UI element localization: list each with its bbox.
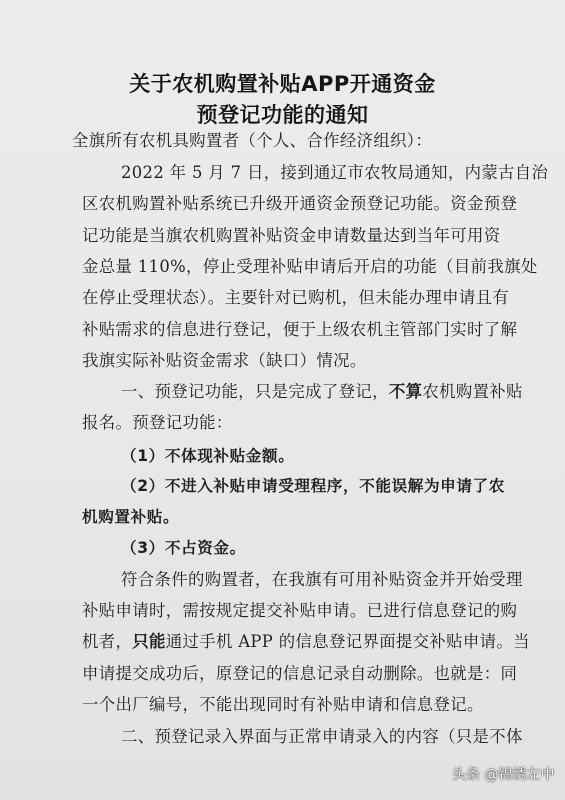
paragraph-2-text-b: 通过手机 APP 的信息登记界面提交补贴申请。当 [165,632,530,651]
section-1-line-1 [121,382,523,402]
watermark: 头条 @锦绣左中 [452,767,555,783]
item-2-line-2: 机购置补贴。 [82,508,180,526]
paragraph-1-line-4: 金总量 110%，停止受理补贴申请后开启的功能（目前我旗处 [82,257,538,276]
document-title-line-1: 关于农机购置补贴APP开通资金 [129,72,436,96]
paragraph-1-line-7: 我旗实际补贴资金需求（缺口）情况。 [82,351,367,370]
item-2-line-1: （2）不进入补贴申请受理程序，不能误解为申请了农 [121,477,505,495]
paragraph-2-line-3 [82,632,530,652]
paragraph-2-line-2: 补贴申请时，需按规定提交补贴申请。已进行信息登记的购 [82,601,518,620]
paragraph-2-line-1: 符合条件的购置者，在我旗有可用补贴资金并开始受理 [121,570,523,589]
section-2-line-1: 二、预登记录入界面与正常申请录入的内容（只是不体 [121,727,523,746]
section-1-bold-text: 不算 [388,382,423,401]
paragraph-1-line-5: 在停止受理状态）。主要针对已购机，但未能办理申请且有 [82,288,510,307]
paragraph-1-line-6: 补贴需求的信息进行登记，便于上级农机主管部门实时了解 [82,320,518,339]
paragraph-1-line-1: 2022 年 5 月 7 日，接到通辽市农牧局通知，内蒙古自治 [121,163,549,182]
paragraph-1-line-3: 记功能是当旗农机购置补贴资金申请数量达到当年可用资 [82,226,501,245]
item-1: （1）不体现补贴金额。 [121,447,295,465]
paragraph-2-line-4: 申请提交成功后，原登记的信息记录自动删除。也就是：同 [82,664,518,683]
section-1-text-a: 一、预登记功能，只是完成了登记， [121,382,389,401]
paragraph-2-line-5: 一个出厂编号，不能出现同时有补贴申请和信息登记。 [82,695,484,714]
section-1-text-b: 农机购置补贴 [422,382,523,401]
salutation: 全旗所有农机具购置者（个人、合作经济组织）： [72,131,433,150]
paragraph-2-text-a: 机者， [82,632,133,651]
item-3: （3）不占资金。 [121,539,246,557]
paragraph-2-bold-text: 只能 [132,632,166,651]
section-1-line-2: 报名。预登记功能： [82,413,233,432]
document-title-line-2: 预登记功能的通知 [196,103,369,127]
paragraph-1-line-2: 区农机购置补贴系统已升级开通资金预登记功能。资金预登 [82,194,518,213]
